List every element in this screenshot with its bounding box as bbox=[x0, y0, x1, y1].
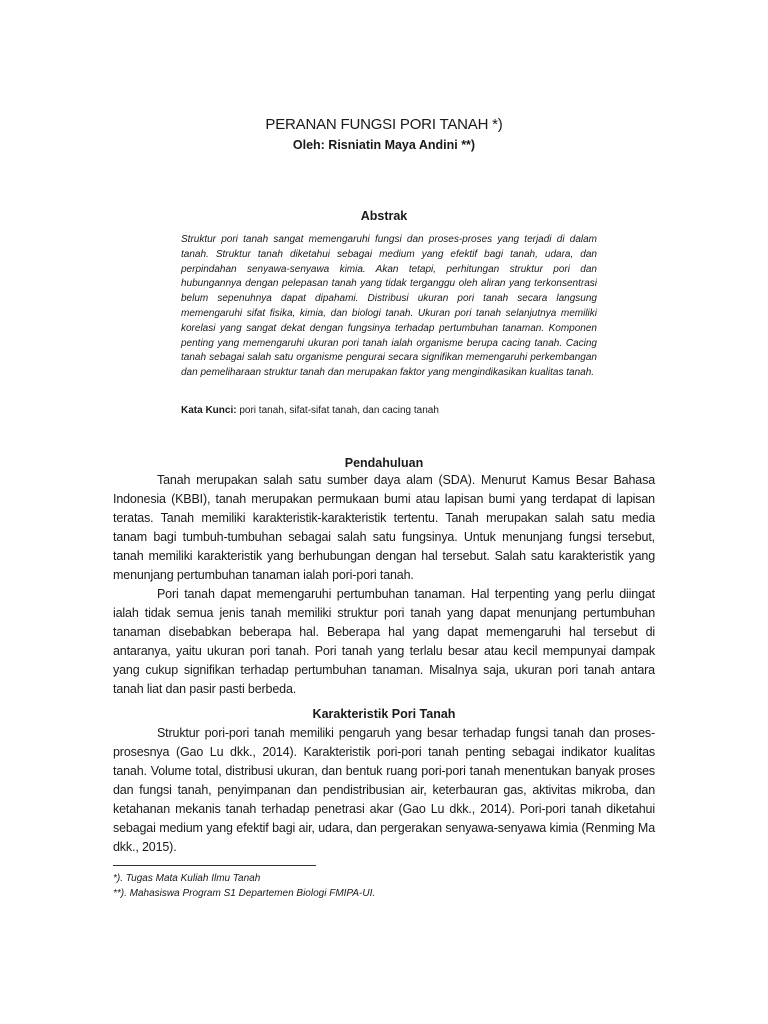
footnote: **). Mahasiswa Program S1 Departemen Biologi FMIPA-UI. bbox=[113, 888, 376, 899]
section-heading-karakteristik: Karakteristik Pori Tanah bbox=[312, 707, 456, 721]
footnote: *). Tugas Mata Kuliah Ilmu Tanah bbox=[113, 873, 261, 884]
keywords-line bbox=[181, 404, 597, 418]
section-heading-pendahuluan: Pendahuluan bbox=[344, 456, 424, 470]
paragraph: Struktur pori-pori tanah memiliki pengaruh yang besar terhadap fungsi tanah dan proses-prosesnya (Gao Lu dkk., 2014). Karakteristik pori-pori tanah penting sebagai indikator kualitas tanah. Volume total, distribusi ukuran, dan bentuk ruang pori-pori tanah menentukan banyak proses dan fungsi tanah, penyimpanan dan pendistribusian air, keterbauran gas, aktivitas mikroba, dan ketahanan mekanis tanah terhadap penetrasi akar (Gao Lu dkk., 2014). Pori-pori tanah diketahui sebagai medium yang efektif bagi air, udara, dan pergerakan senyawa-senyawa kimia (Renming Ma dkk., 2015). bbox=[113, 726, 655, 854]
section-body-karakteristik bbox=[113, 724, 655, 857]
paragraph: Pori tanah dapat memengaruhi pertumbuhan tanaman. Hal terpenting yang perlu diingat ialah tidak semua jenis tanah memiliki struktur pori tanah yang dapat menunjang pertumbuhan tanaman disebabkan beberapa hal. Beberapa hal yang dapat memengaruhi hal tersebut di antaranya, yaitu ukuran pori tanah. Pori tanah yang terlalu besar atau kecil mempunyai dampak yang cukup signifikan terhadap pertumbuhan tanaman. Misalnya saja, ukuran pori tanah antara tanah liat dan pasir pasti berbeda. bbox=[113, 587, 655, 696]
footnotes bbox=[113, 871, 655, 901]
keywords-label: Kata Kunci: bbox=[181, 405, 237, 416]
author-line: Oleh: Risniatin Maya Andini **) bbox=[292, 138, 476, 152]
paragraph: Tanah merupakan salah satu sumber daya alam (SDA). Menurut Kamus Besar Bahasa Indonesia (KBBI), tanah merupakan permukaan bumi atau lapisan bumi yang terdapat di lapisan teratas. Tanah memiliki karakteristik-karakteristik tertentu. Tanah merupakan salah satu media tanam bagi tumbuh-tumbuhan sebagai salah satu fungsinya. Untuk menunjang fungsi tersebut, tanah memiliki karakteristik yang berhubungan dengan hal tersebut. Salah satu karakteristik yang menunjang pertumbuhan tanaman ialah pori-pori tanah. bbox=[113, 473, 655, 582]
keywords-text: pori tanah, sifat-sifat tanah, dan cacing tanah bbox=[236, 405, 439, 416]
abstract-text: Struktur pori tanah sangat memengaruhi fungsi dan proses-proses yang terjadi di dalam tanah. Struktur tanah diketahui sebagai medium yang efektif bagi tanah, udara, dan perpindahan senyawa-senyawa kimia. Akan tetapi, perhitungan struktur pori dan hubungannya dengan pelepasan tanah yang tidak terganggu oleh aliran yang terkonsentrasi belum sepenuhnya dapat dipahami. Distribusi ukuran pori tanah secara langsung memengaruhi sifat fisika, kimia, dan biologi tanah. Ukuran pori tanah selanjutnya memiliki korelasi yang sangat dekat dengan fungsinya terhadap pertumbuhan tanaman. Komponen penting yang memengaruhi ukuran pori tanah ialah organisme berupa cacing tanah. Cacing tanah sebagai salah satu organisme pengurai secara signifikan memengaruhi perkembangan dan pemeliharaan struktur tanah dan merupakan faktor yang mengindikasikan kualitas tanah. bbox=[181, 234, 597, 379]
section-body-pendahuluan bbox=[113, 471, 655, 699]
document-title: PERANAN FUNGSI PORI TANAH *) bbox=[265, 116, 503, 133]
footnote-divider bbox=[113, 865, 316, 866]
abstract-heading: Abstrak bbox=[360, 209, 408, 223]
